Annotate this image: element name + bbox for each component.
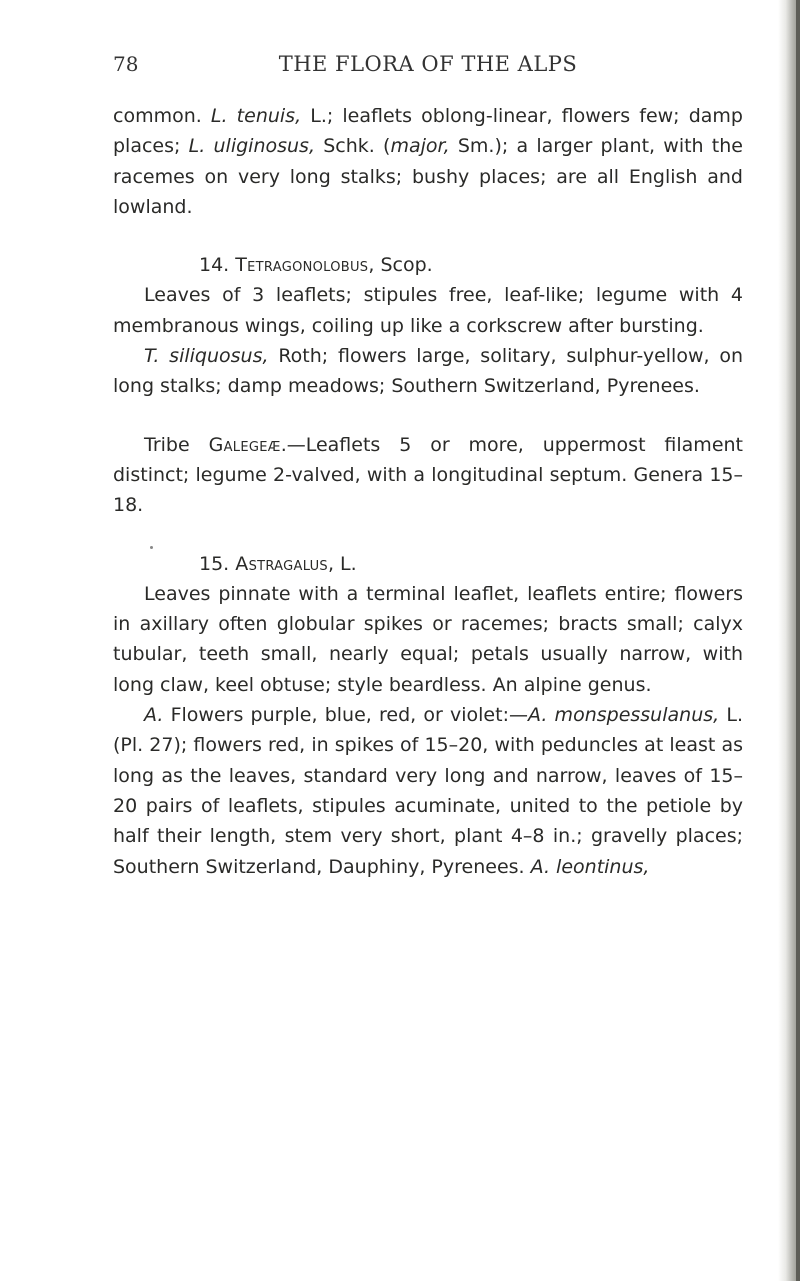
tetragonolobus-species xyxy=(113,341,743,402)
genus-name: Tetragonolobus xyxy=(235,254,369,277)
genus-authority: , Scop. xyxy=(368,254,433,277)
genus-number: 15. xyxy=(199,552,236,575)
genus-authority: , L. xyxy=(327,552,357,575)
tribe-name: Galegeæ xyxy=(208,433,281,456)
page-number: 78 xyxy=(113,52,139,76)
genus-heading-tetragonolobus xyxy=(113,250,743,280)
text-run: Sm.); a larger plant, with the racemes on very long stalks; bushy places; are all English and lowland. xyxy=(113,135,743,218)
text-run: Roth; flowers large, solitary, sulphur-yellow, on long stalks; damp meadows; Southern Switzerland, Pyrenees. xyxy=(113,345,743,398)
print-speck xyxy=(150,546,153,549)
text-run: L.; leaflets oblong-linear, flowers few; damp places; xyxy=(113,105,743,158)
species-name: L. uliginosus, xyxy=(188,135,315,158)
text-run: Flowers purple, blue, red, or violet:— xyxy=(163,704,528,727)
astragalus-species xyxy=(113,700,743,882)
text-run: L. (Pl. 27); flowers red, in spikes of 15–20, with peduncles at least as long as the leaves, standard very long and narrow, leaves of 15–20 pairs of leaflets, stipules acuminate, united to the petiole by half their length, stem very short, plant 4–8 in.; gravelly places; Southern Switzerland, Dauphiny, Pyrenees. xyxy=(113,704,743,878)
species-name: A. xyxy=(144,704,164,727)
astragalus-description: Leaves pinnate with a terminal leaflet, leaflets entire; flowers in axillary often globular spikes or racemes; bracts small; calyx tubular, teeth small, nearly equal; petals usually narrow, with long claw, keel obtuse; style beardless. An alpine genus. xyxy=(113,582,743,696)
genus-name: Astragalus xyxy=(235,552,328,575)
text-run: common. xyxy=(113,105,211,127)
body-text xyxy=(113,101,743,882)
page-header xyxy=(113,52,743,92)
tribe-galegeae-paragraph xyxy=(113,430,743,521)
species-name: T. siliquosus, xyxy=(144,345,269,368)
book-binding-edge xyxy=(778,0,800,1281)
genus-heading-astragalus xyxy=(113,549,743,579)
species-name: A. monspessulanus, xyxy=(527,704,720,727)
text-run: Schk. ( xyxy=(315,135,391,158)
running-head: THE FLORA OF THE ALPS xyxy=(278,52,578,76)
genus-number: 14. xyxy=(199,254,236,277)
synonym-name: major, xyxy=(390,135,450,158)
species-name: A. leontinus, xyxy=(530,855,650,878)
tetragonolobus-description: Leaves of 3 leaflets; stipules free, leaf-like; legume with 4 membranous wings, coiling up like a corkscrew after bursting. xyxy=(113,284,743,337)
text-run: Tribe xyxy=(144,433,209,456)
lotus-paragraph xyxy=(113,101,743,222)
species-name: L. tenuis, xyxy=(210,105,302,127)
text-run: .—Leaflets 5 or more, uppermost filament distinct; legume 2-valved, with a longitudinal septum. Genera 15–18. xyxy=(113,433,743,517)
